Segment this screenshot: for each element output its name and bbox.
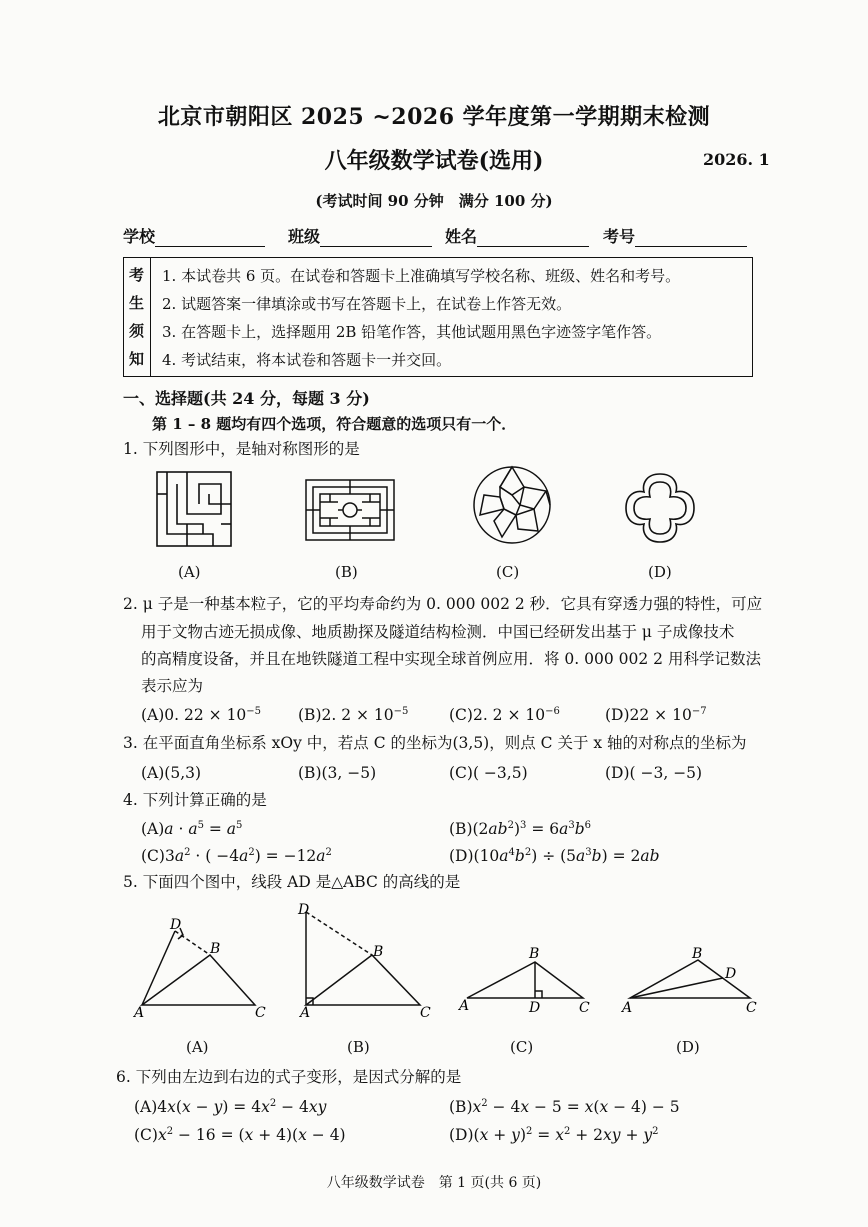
question-2-line: 2. μ 子是一种基本粒子，它的平均寿命约为 0. 000 002 2 秒．它具有穿透力强的特性，可应 [123, 595, 763, 613]
q4-option-a[interactable]: $(A)a \cdot a^5 = a^5$ [141, 820, 243, 838]
question-2-line: 的高精度设备，并且在地铁隧道工程中实现全球首例应用．将 0. 000 002 2 用科学记数法 [141, 650, 761, 668]
q1-figure-a [155, 470, 233, 548]
svg-text:D: D [529, 1000, 541, 1016]
svg-text:C: C [255, 1005, 266, 1020]
svg-text:A: A [622, 1000, 633, 1016]
q4-option-d[interactable]: $(D)(10a^4b^2) \div (5a^3b) = 2ab$ [449, 847, 660, 865]
name-field[interactable]: 姓名 [445, 224, 589, 247]
q1-figure-c [472, 465, 552, 545]
svg-text:B: B [210, 941, 221, 957]
question-3-stem: 3. 在平面直角坐标系 xOy 中，若点 C 的坐标为(3,5)，则点 C 关于 x 轴的对称点的坐标为 [123, 734, 747, 752]
svg-text:A: A [300, 1005, 311, 1020]
notice-item: 2. 试题答案一律填涂或书写在答题卡上，在试卷上作答无效。 [162, 295, 572, 313]
q2-option-c[interactable]: (C)2. $2 \times 10^{-6}$ [449, 706, 560, 724]
question-6-stem: 6. 下列由左边到右边的式子变形，是因式分解的是 [116, 1068, 462, 1086]
q5-figure-c [455, 940, 600, 1020]
question-1-stem: 1. 下列图形中，是轴对称图形的是 [123, 440, 360, 458]
q1-figure-d [622, 470, 698, 546]
exam-date: 2026. 1 [703, 150, 770, 169]
svg-text:D: D [725, 966, 737, 982]
q6-option-b[interactable]: $(B)x^2 - 4x - 5 = x(x - 4) - 5$ [449, 1098, 680, 1116]
page-footer: 八年级数学试卷 第 1 页(共 6 页) [326, 1175, 542, 1191]
class-field[interactable]: 班级 [288, 224, 432, 247]
section-title: 一、选择题(共 24 分，每题 3 分) [123, 389, 370, 408]
question-4-stem: 4. 下列计算正确的是 [123, 791, 267, 809]
svg-text:B: B [373, 944, 384, 960]
q3-option-c[interactable]: (C)( −3,5) [449, 764, 528, 782]
notice-item: 4. 考试结束，将本试卷和答题卡一并交回。 [162, 351, 452, 369]
q3-option-a[interactable]: (A)(5,3) [141, 764, 202, 782]
svg-text:C: C [579, 1000, 590, 1016]
notice-side-label: 考 生 须 知 [124, 258, 151, 376]
svg-text:B: B [692, 946, 703, 962]
q1-figure-b [304, 478, 396, 542]
q5-figure-b [292, 900, 442, 1020]
q5-caption-b: (B) [347, 1038, 370, 1056]
q2-option-b[interactable]: (B)2. $2 \times 10^{-5}$ [298, 706, 409, 724]
q6-option-d[interactable]: $(D)(x + y)^2 = x^2 + 2xy + y^2$ [449, 1126, 659, 1144]
svg-text:D: D [298, 902, 310, 918]
notice-item: 3. 在答题卡上，选择题用 2B 铅笔作答，其他试题用黑色字迹签字笔作答。 [162, 323, 662, 341]
q2-option-a[interactable]: (A)0. $22 \times 10^{-5}$ [141, 706, 262, 724]
q6-option-a[interactable]: $(A)4x(x - y) = 4x^2 - 4xy$ [134, 1098, 327, 1116]
exam-subtitle: 八年级数学试卷(选用) [324, 148, 544, 174]
svg-text:C: C [420, 1005, 431, 1020]
q2-option-d[interactable]: $(D)22 \times 10^{-7}$ [605, 706, 707, 724]
q1-caption-c: (C) [496, 563, 520, 581]
question-2-line: 用于文物古迹无损成像、地质勘探及隧道结构检测．中国已经研发出基于 μ 子成像技术 [141, 623, 735, 641]
q6-option-c[interactable]: $(C)x^2 - 16 = (x + 4)(x - 4)$ [134, 1126, 346, 1144]
q3-option-b[interactable]: (B)(3, −5) [298, 764, 377, 782]
q5-figure-d [618, 940, 763, 1020]
svg-text:A: A [134, 1005, 145, 1020]
notice-item: 1. 本试卷共 6 页。在试卷和答题卡上准确填写学校名称、班级、姓名和考号。 [162, 267, 681, 285]
svg-text:A: A [459, 998, 470, 1014]
question-2-line: 表示应为 [141, 677, 204, 695]
time-info: (考试时间 90 分钟 满分 100 分) [315, 192, 553, 210]
school-field[interactable]: 学校 [123, 224, 265, 247]
notice-box [123, 257, 753, 377]
svg-text:B: B [529, 946, 540, 962]
q5-caption-c: (C) [510, 1038, 534, 1056]
q1-caption-a: (A) [178, 563, 201, 581]
svg-text:C: C [746, 1000, 757, 1016]
q4-option-c[interactable]: $(C)3a^2$ · ( $-4a^2) = -12a^2$ [141, 847, 332, 865]
q5-caption-a: (A) [186, 1038, 209, 1056]
q3-option-d[interactable]: (D)( −3, −5) [605, 764, 703, 782]
section-instruction: 第 1 – 8 题均有四个选项，符合题意的选项只有一个． [152, 415, 517, 433]
q4-option-b[interactable]: $(B)(2ab^2)^3 = 6a^3b^6$ [449, 820, 592, 838]
q1-caption-d: (D) [648, 563, 672, 581]
q5-figure-a [130, 915, 280, 1020]
exam-title: 北京市朝阳区 2025 ~2026 学年度第一学期期末检测 [157, 104, 711, 130]
q5-caption-d: (D) [676, 1038, 700, 1056]
student-info-fields [123, 224, 753, 250]
q1-caption-b: (B) [335, 563, 358, 581]
exam-number-field[interactable]: 考号 [603, 224, 747, 247]
svg-text:D: D [170, 917, 182, 933]
question-5-stem: 5. 下面四个图中，线段 AD 是△ABC 的高线的是 [123, 873, 461, 891]
